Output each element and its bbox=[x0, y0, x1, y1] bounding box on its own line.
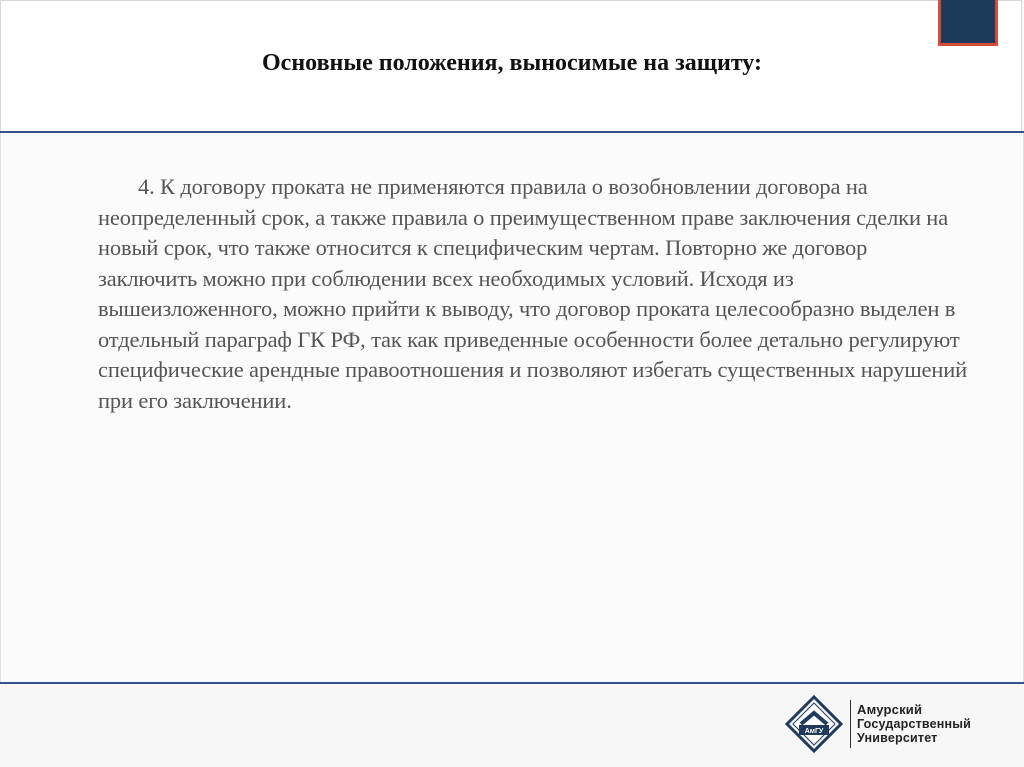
emblem-text: АмГУ bbox=[804, 728, 824, 735]
university-emblem-icon bbox=[784, 694, 844, 754]
corner-accent-box bbox=[938, 0, 998, 46]
university-logo bbox=[784, 693, 976, 755]
slide-body-text: 4. К договору проката не применяются правила о возобновлении договора на неопределенный срок, а также правила о преимущественном праве заключения сделки на новый срок, что также относится к специфическим чертам. Повторно же договор заключить можно при соблюдении всех необходимых условий. Исходя из вышеизложенного, можно прийти к выводу, что договор проката целесообразно выделен в отдельный параграф ГК РФ, так как приведенные особенности более детально регулируют специфические арендные правоотношения и позволяют избегать существенных нарушений при его заключении. bbox=[98, 174, 968, 413]
logo-separator bbox=[850, 700, 851, 748]
logo-text bbox=[857, 703, 971, 745]
logo-line-3: Университет bbox=[857, 731, 938, 745]
logo-line-1: Амурский bbox=[857, 702, 923, 717]
logo-line-2: Государственный bbox=[857, 717, 972, 731]
slide-title: Основные положения, выносимые на защиту: bbox=[262, 50, 762, 76]
